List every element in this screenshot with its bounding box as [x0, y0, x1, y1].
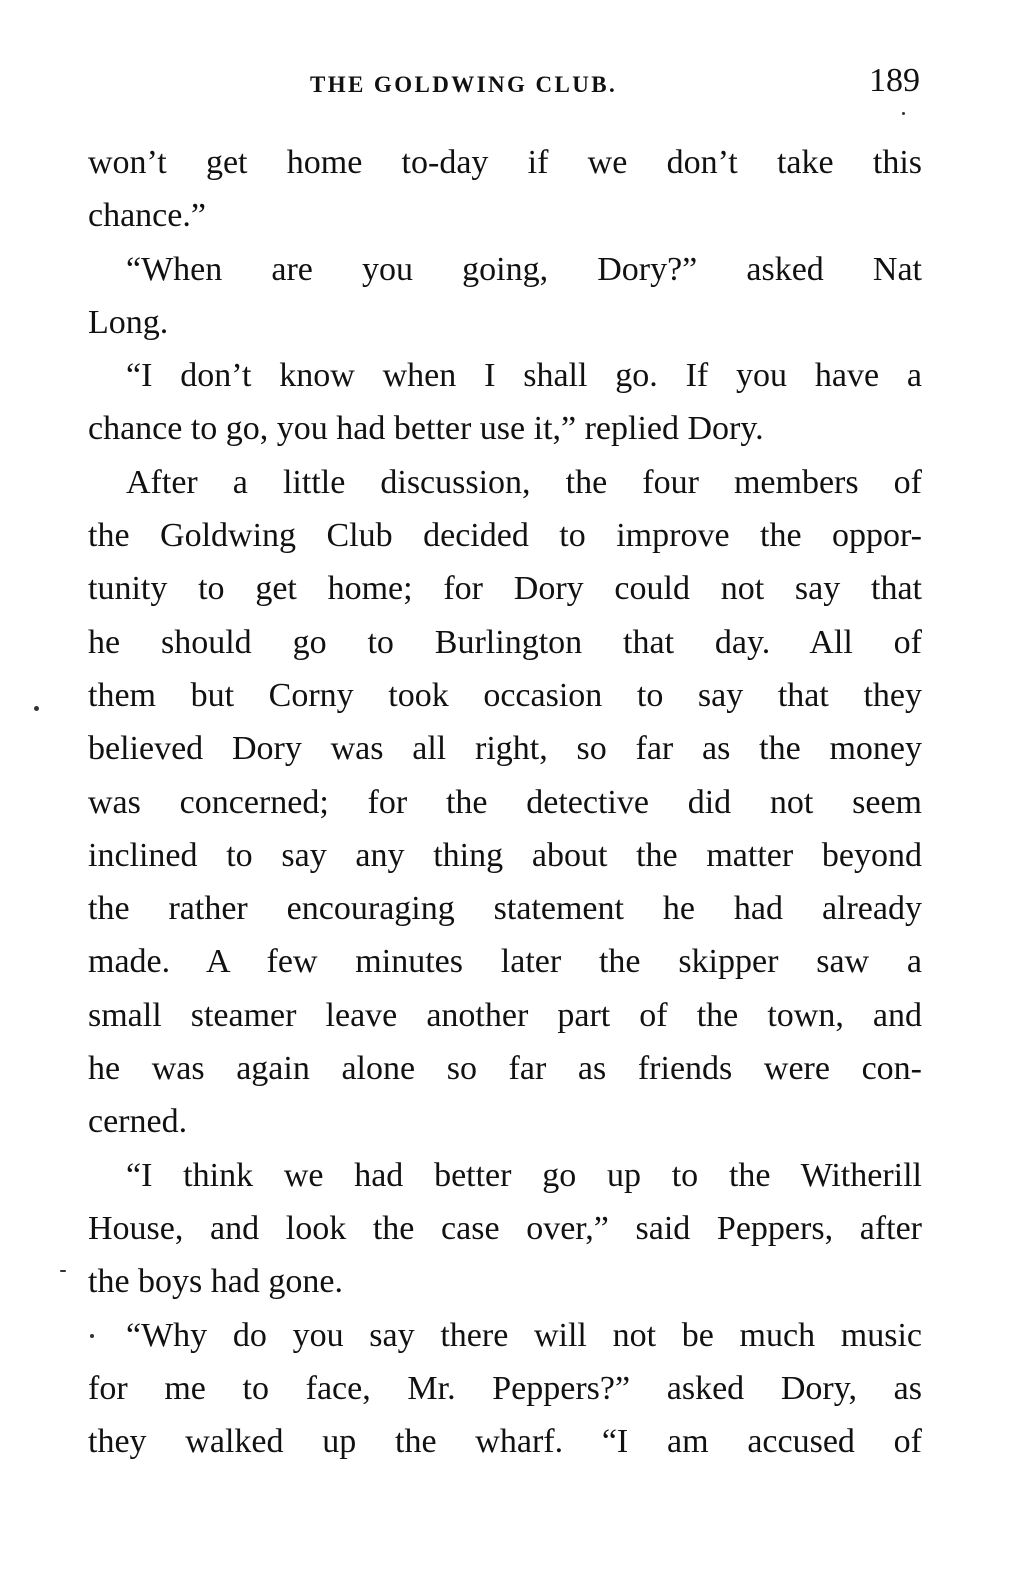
text-line: chance to go, you had better use it,” replied Dory.: [88, 410, 764, 448]
text-line: “I don’t know when I shall go. If you have a: [126, 357, 922, 395]
text-line: believed Dory was all right, so far as the money: [88, 730, 922, 768]
text-line: he should go to Burlington that day. All of: [88, 623, 922, 661]
text-line: won’t get home to-day if we don’t take this: [88, 144, 922, 181]
text-line: the boys had gone.: [88, 1263, 343, 1301]
text-line: Long.: [88, 303, 169, 341]
text-line: tunity to get home; for Dory could not say that: [88, 570, 922, 608]
text-line: the Goldwing Club decided to improve the oppor-: [88, 517, 922, 555]
running-head: [88, 62, 920, 106]
text-line: “I think we had better go up to the Witherill: [126, 1156, 922, 1194]
print-speck: [90, 1334, 94, 1338]
text-line: for me to face, Mr. Peppers?” asked Dory, as: [88, 1369, 922, 1407]
text-line: he was again alone so far as friends were con-: [88, 1050, 922, 1088]
running-title: THE GOLDWING CLUB.: [310, 72, 618, 97]
text-line: small steamer leave another part of the town, and: [88, 996, 922, 1034]
text-line: “Why do you say there will not be much music: [126, 1316, 922, 1354]
text-line: the rather encouraging statement he had already: [88, 890, 922, 928]
print-speck: [902, 112, 905, 115]
text-line: chance.”: [88, 197, 206, 235]
text-line: cerned.: [88, 1103, 188, 1141]
text-line: After a little discussion, the four members of: [126, 463, 922, 501]
print-speck: [60, 1270, 66, 1272]
text-line: inclined to say any thing about the matter beyond: [88, 836, 922, 874]
text-line: them but Corny took occasion to say that they: [88, 676, 922, 714]
print-speck: [34, 706, 39, 711]
text-line: they walked up the wharf. “I am accused of: [88, 1423, 922, 1461]
text-line: “When are you going, Dory?” asked Nat: [126, 250, 922, 288]
text-line: was concerned; for the detective did not seem: [88, 783, 922, 821]
body-text: [88, 136, 922, 1468]
text-line: House, and look the case over,” said Peppers, after: [88, 1209, 922, 1247]
text-line: made. A few minutes later the skipper saw a: [88, 943, 922, 981]
page-number: 189: [869, 62, 920, 99]
